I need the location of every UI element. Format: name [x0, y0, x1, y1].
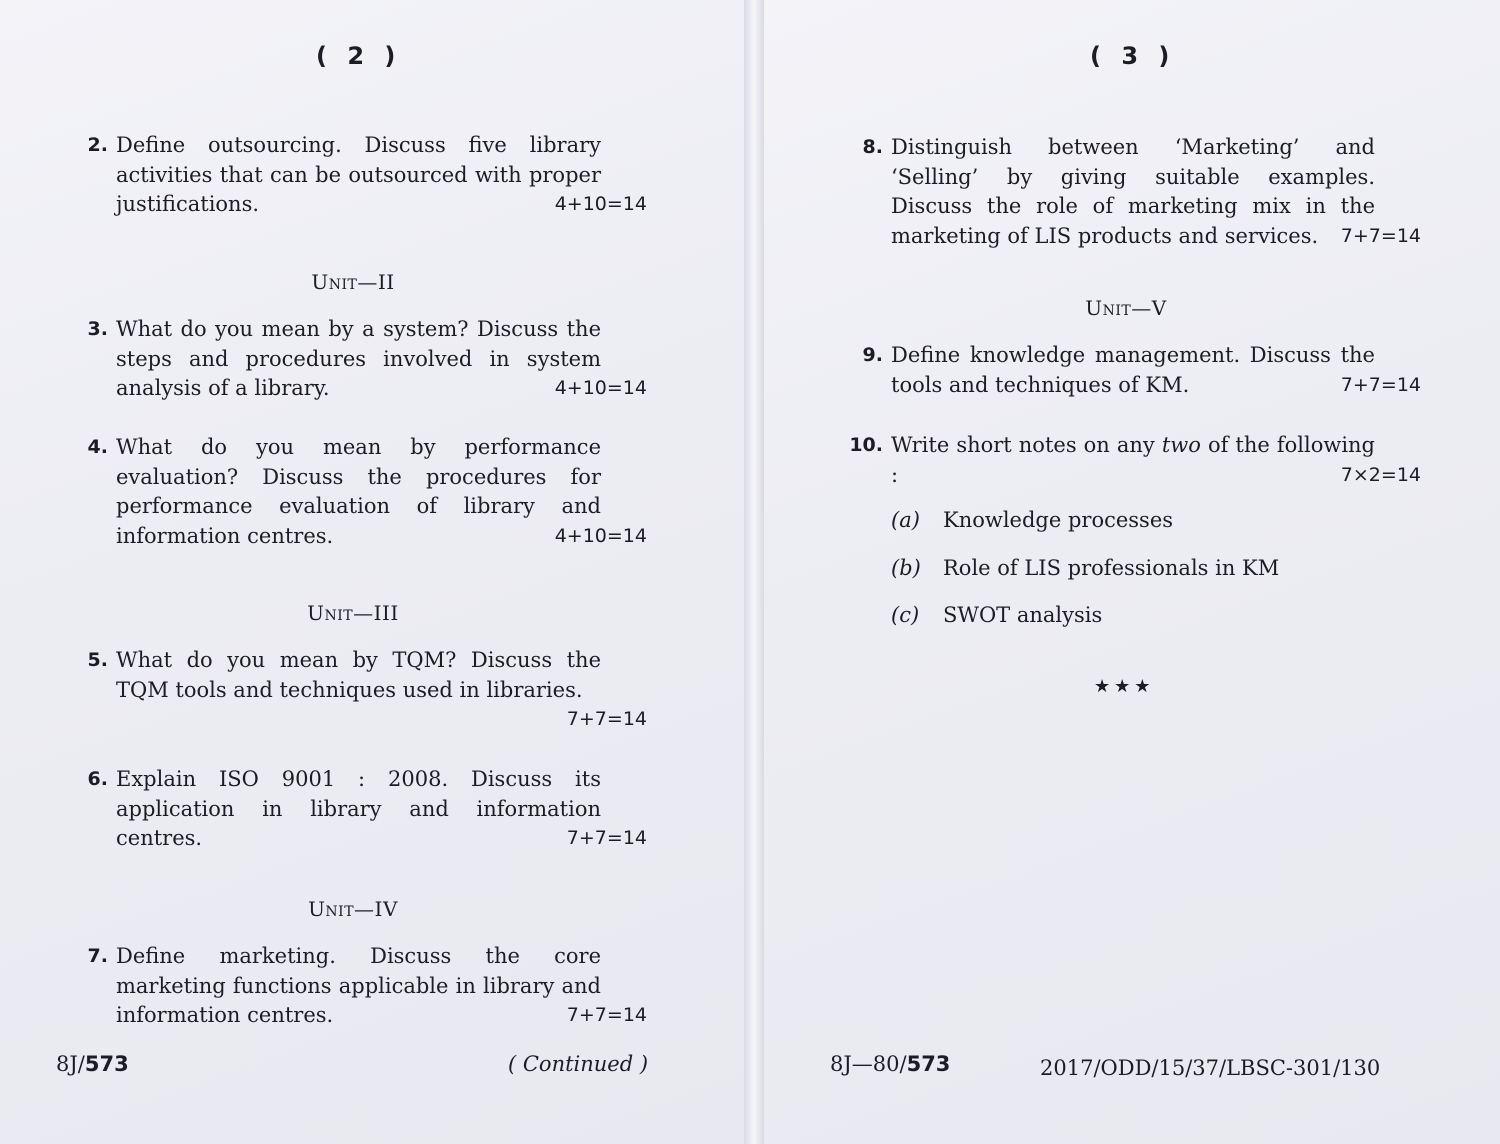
footer-code	[830, 1052, 950, 1076]
page-number: ( 2 )	[316, 42, 402, 70]
question-number: 6.	[87, 768, 108, 790]
sub-item-label: (c)	[891, 603, 920, 627]
question-text: Explain ISO 9001 : 2008. Discuss its application in library and information centres.	[116, 767, 601, 850]
question-3	[87, 315, 647, 404]
question-number: 8.	[862, 136, 883, 158]
question-9	[862, 341, 1421, 400]
paper-code: 2017/ODD/15/37/LBSC-301/130	[1040, 1056, 1381, 1080]
right-page	[764, 0, 1500, 1144]
unit-heading: Unit—IV	[308, 897, 398, 921]
question-number: 3.	[87, 318, 108, 340]
question-6	[87, 765, 647, 854]
question-text: Define outsourcing. Discuss five library activities that can be outsourced with proper justifications.	[116, 133, 601, 216]
left-page	[0, 0, 744, 1144]
question-2	[87, 131, 647, 220]
question-marks: 4+10=14	[554, 524, 647, 547]
sub-item-text: Knowledge processes	[943, 508, 1174, 532]
unit-heading: Unit—III	[307, 601, 399, 625]
sub-item-label: (b)	[891, 556, 921, 580]
question-marks: 7+7=14	[566, 827, 647, 849]
question-5	[87, 646, 647, 735]
footer-code-prefix: 8J—80/	[830, 1052, 907, 1076]
question-7	[87, 942, 647, 1031]
question-8	[862, 133, 1421, 251]
question-marks: 7+7=14	[566, 708, 647, 730]
question-text: Write short notes on any two of the following :	[891, 433, 1375, 487]
footer-code	[56, 1052, 129, 1076]
book-gutter	[744, 0, 764, 1144]
sub-item-text: SWOT analysis	[943, 603, 1103, 627]
question-number: 5.	[87, 649, 108, 671]
question-number: 10.	[849, 434, 883, 456]
footer-code-prefix: 8J/	[56, 1052, 85, 1076]
question-text: What do you mean by TQM? Discuss the TQM tools and techniques used in libraries.	[116, 648, 601, 702]
question-text: What do you mean by a system? Discuss the steps and procedures involved in system analysis of a library.	[116, 317, 601, 400]
question-text: What do you mean by performance evaluation? Discuss the procedures for performance evaluation of library and information centres.	[116, 435, 601, 548]
question-text: Define knowledge management. Discuss the tools and techniques of KM.	[891, 343, 1375, 397]
page-number: ( 3 )	[1090, 42, 1176, 70]
sub-item-label: (a)	[891, 508, 920, 532]
question-4	[87, 433, 647, 551]
footer-code-number: 573	[906, 1052, 951, 1076]
question-text: Define marketing. Discuss the core marketing functions applicable in library and information centres.	[116, 944, 601, 1027]
question-marks: 7×2=14	[1340, 463, 1421, 486]
unit-heading: Unit—II	[311, 270, 395, 294]
continued-label: ( Continued )	[508, 1052, 649, 1076]
question-number: 9.	[862, 344, 883, 366]
question-text: Distinguish between ‘Marketing’ and ‘Selling’ by giving suitable examples. Discuss the role of marketing mix in the marketing of LIS products and services.	[891, 135, 1375, 248]
question-number: 4.	[87, 436, 108, 458]
question-10	[849, 431, 1421, 490]
question-number: 2.	[87, 134, 108, 156]
sub-item-text: Role of LIS professionals in KM	[943, 556, 1280, 580]
end-stars: ★★★	[1094, 676, 1155, 697]
question-marks: 4+10=14	[554, 193, 647, 215]
footer-code-number: 573	[84, 1052, 129, 1076]
unit-heading: Unit—V	[1085, 296, 1167, 320]
question-marks: 4+10=14	[554, 377, 647, 399]
question-marks: 7+7=14	[566, 1004, 647, 1026]
question-marks: 7+7=14	[1340, 224, 1421, 247]
question-number: 7.	[87, 945, 108, 967]
question-marks: 7+7=14	[1340, 373, 1421, 396]
